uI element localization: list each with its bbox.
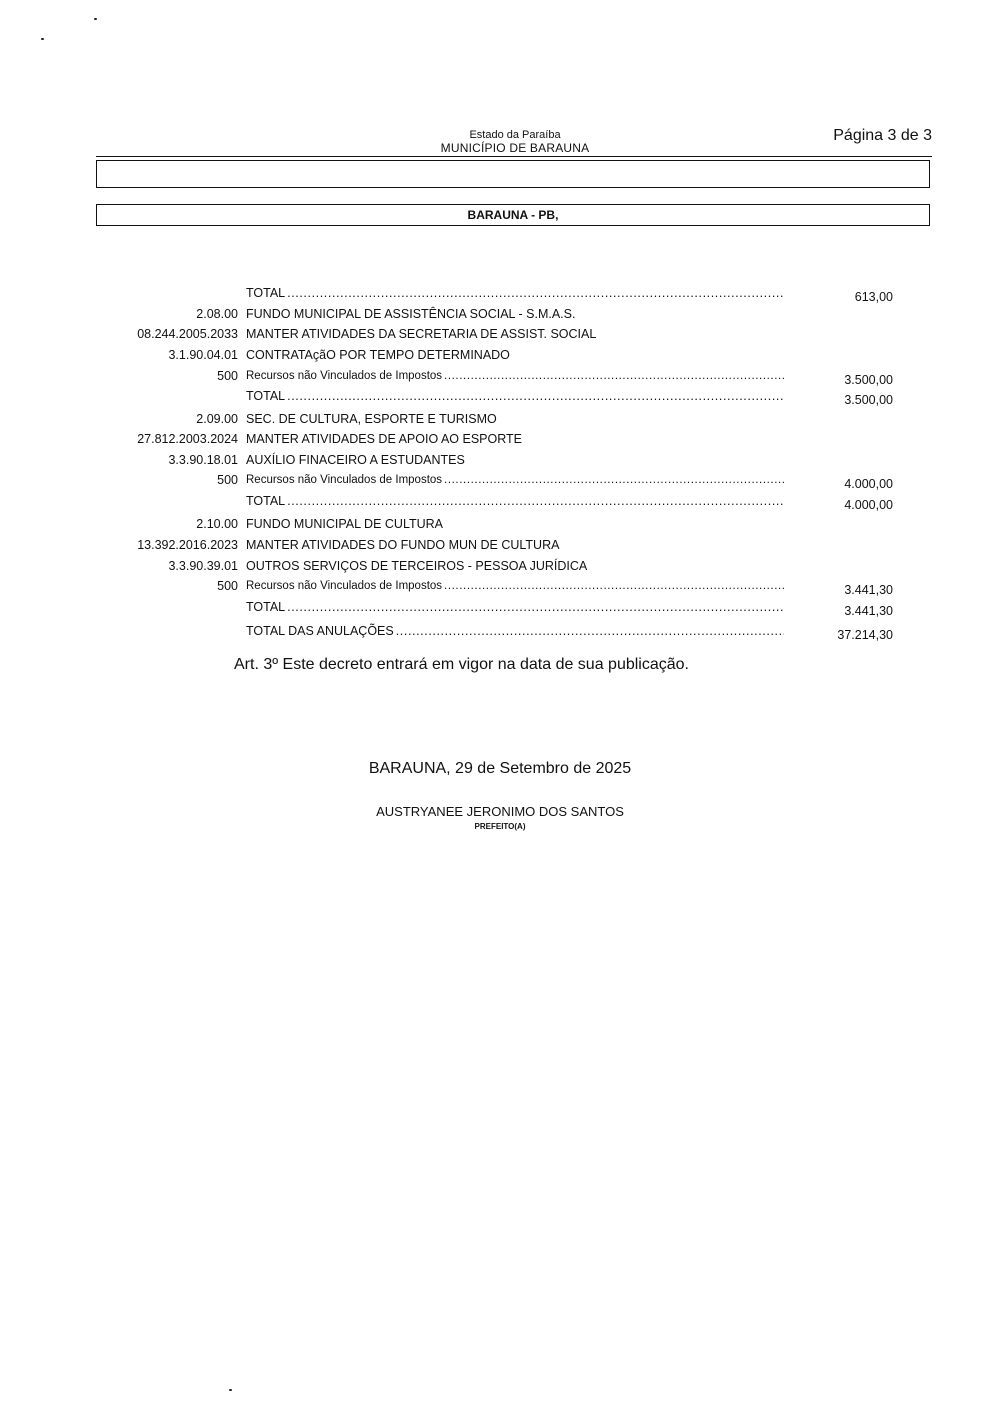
row-code: 2.08.00 (196, 307, 238, 321)
row-description-leader (246, 366, 784, 386)
row-amount: 3.441,30 (844, 604, 893, 618)
row-description: FUNDO MUNICIPAL DE ASSISTÊNCIA SOCIAL - S.M.A.S. (246, 307, 576, 321)
dot-leader (396, 621, 784, 641)
row-description: TOTAL (246, 286, 286, 300)
row-description: OUTROS SERVIÇOS DE TERCEIROS - PESSOA JURÍDICA (246, 559, 588, 573)
row-description: SEC. DE CULTURA, ESPORTE E TURISMO (246, 412, 497, 426)
location-box (96, 204, 930, 226)
row-amount: 37.214,30 (837, 628, 893, 642)
article-text: Art. 3º Este decreto entrará em vigor na data de sua publicação. (234, 656, 689, 673)
table-row (0, 535, 1000, 555)
row-amount: 3.441,30 (844, 583, 893, 597)
row-description: MANTER ATIVIDADES DO FUNDO MUN DE CULTURA (246, 538, 560, 552)
row-amount: 4.000,00 (844, 477, 893, 491)
row-amount: 3.500,00 (844, 373, 893, 387)
header-box-empty (96, 160, 930, 188)
row-description-leader (246, 597, 784, 617)
header-municipality: MUNICÍPIO DE BARAUNA (440, 141, 590, 155)
table-row (0, 409, 1000, 429)
signer-name: AUSTRYANEE JERONIMO DOS SANTOS (376, 804, 624, 819)
table-row (0, 324, 1000, 344)
table-row (0, 429, 1000, 449)
scan-speck (94, 18, 97, 20)
row-description: Recursos não Vinculados de Impostos (246, 370, 443, 382)
page-number: Página 3 de 3 (833, 127, 932, 144)
row-code: 3.3.90.18.01 (168, 453, 238, 467)
row-description: Recursos não Vinculados de Impostos (246, 474, 443, 486)
table-row (0, 514, 1000, 534)
table-row (0, 386, 1000, 406)
scan-speck (41, 38, 44, 40)
row-description-leader (246, 491, 784, 511)
table-row (0, 283, 1000, 303)
table-row (0, 366, 1000, 386)
row-description-leader (246, 621, 784, 641)
table-row (0, 491, 1000, 511)
dot-leader (444, 366, 784, 386)
row-code: 2.09.00 (196, 412, 238, 426)
dot-leader (287, 386, 784, 406)
dot-leader (287, 491, 784, 511)
table-row (0, 304, 1000, 324)
row-amount: 613,00 (854, 290, 893, 304)
row-description: TOTAL (246, 494, 286, 508)
row-code: 2.10.00 (196, 517, 238, 531)
row-description-leader (246, 386, 784, 406)
row-description-leader (246, 470, 784, 490)
table-row (0, 576, 1000, 596)
dot-leader (287, 597, 784, 617)
table-row (0, 621, 1000, 641)
row-description: AUXÍLIO FINACEIRO A ESTUDANTES (246, 453, 465, 467)
row-code: 3.1.90.04.01 (168, 348, 238, 362)
place-date: BARAUNA, 29 de Setembro de 2025 (368, 760, 632, 777)
row-code: 500 (217, 579, 238, 593)
dot-leader (444, 576, 784, 596)
row-description: TOTAL DAS ANULAÇÕES (246, 624, 394, 638)
row-description: MANTER ATIVIDADES DE APOIO AO ESPORTE (246, 432, 522, 446)
signer-role: PREFEITO(A) (474, 822, 526, 831)
table-row (0, 597, 1000, 617)
table-row (0, 450, 1000, 470)
row-code: 13.392.2016.2023 (137, 538, 238, 552)
row-amount: 4.000,00 (844, 498, 893, 512)
scan-speck (229, 1389, 232, 1391)
table-row (0, 556, 1000, 576)
row-description: CONTRATAçãO POR TEMPO DETERMINADO (246, 348, 510, 362)
row-code: 3.3.90.39.01 (168, 559, 238, 573)
table-row (0, 470, 1000, 490)
row-description: TOTAL (246, 600, 286, 614)
row-code: 500 (217, 473, 238, 487)
row-description: TOTAL (246, 389, 286, 403)
row-amount: 3.500,00 (844, 393, 893, 407)
row-code: 500 (217, 369, 238, 383)
table-row (0, 345, 1000, 365)
row-code: 08.244.2005.2033 (137, 327, 238, 341)
dot-leader (444, 470, 784, 490)
row-description-leader (246, 576, 784, 596)
dot-leader (287, 283, 784, 303)
row-description-leader (246, 283, 784, 303)
row-description: MANTER ATIVIDADES DA SECRETARIA DE ASSIST. SOCIAL (246, 327, 597, 341)
row-description: FUNDO MUNICIPAL DE CULTURA (246, 517, 444, 531)
header-rule (96, 156, 932, 157)
location-label: BARAUNA - PB, (467, 208, 559, 222)
row-description: Recursos não Vinculados de Impostos (246, 580, 443, 592)
row-code: 27.812.2003.2024 (137, 432, 238, 446)
header-state: Estado da Paraíba (469, 129, 561, 141)
